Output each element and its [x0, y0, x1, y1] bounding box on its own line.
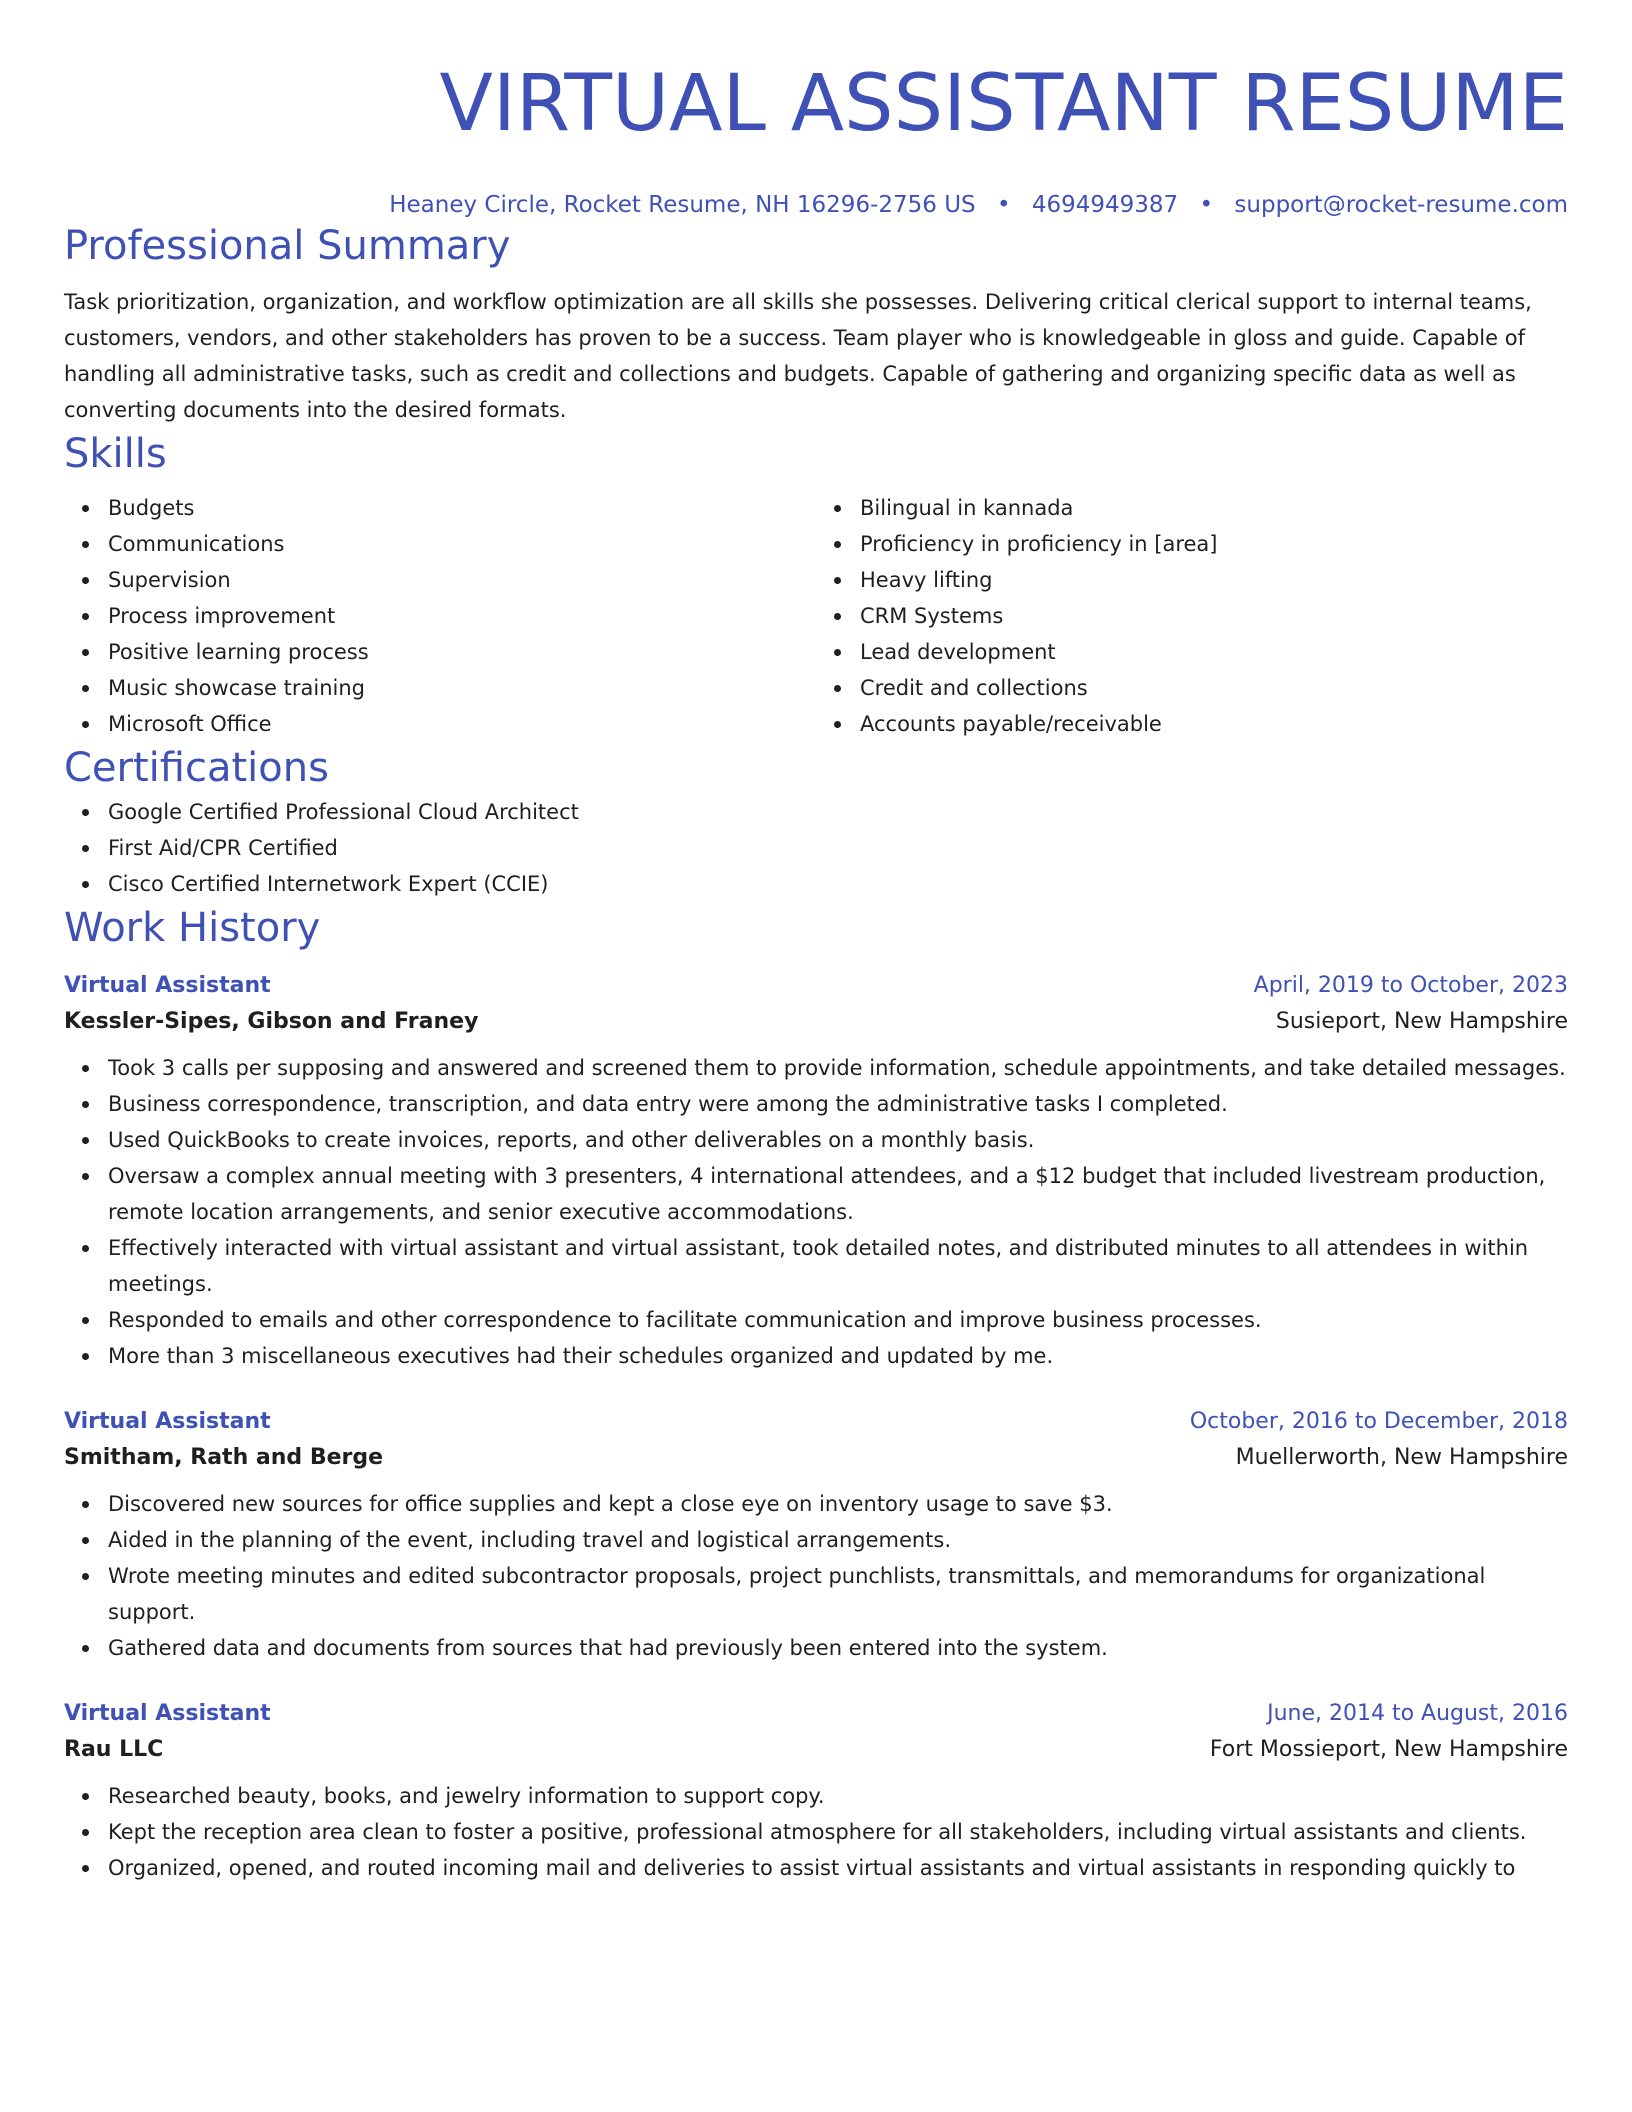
skill-item: Process improvement — [108, 598, 816, 634]
contact-address: Heaney Circle, Rocket Resume, NH 16296-2756 US — [389, 192, 976, 218]
job-bullet: Organized, opened, and routed incoming mail and deliveries to assist virtual assistants and virtual assistants in responding quickly to — [108, 1850, 1568, 1886]
job-entry — [64, 1696, 1568, 1886]
contact-phone: 4694949387 — [1031, 192, 1179, 218]
skill-item: Budgets — [108, 490, 816, 526]
job-bullet: Wrote meeting minutes and edited subcontractor proposals, project punchlists, transmittals, and memorandums for organizational support. — [108, 1558, 1568, 1630]
skill-item: Heavy lifting — [860, 562, 1568, 598]
job-dates: April, 2019 to October, 2023 — [1253, 973, 1568, 998]
skill-item: Lead development — [860, 634, 1568, 670]
job-bullet: Responded to emails and other correspondence to facilitate communication and improve business processes. — [108, 1302, 1568, 1338]
resume-page — [64, 0, 1568, 1886]
job-bullet: Business correspondence, transcription, and data entry were among the administrative tasks I completed. — [108, 1086, 1568, 1122]
summary-text: Task prioritization, organization, and workflow optimization are all skills she possesses. Delivering critical clerical support to internal teams, customers, vendors, and other stakeholders has proven to be a success. Team player who is knowledgeable in gloss and guide. Capable of handling all administrative tasks, such as credit and collections and budgets. Capable of gathering and organizing specific data as well as converting documents into the desired formats. — [64, 290, 1532, 422]
job-location: Susieport, New Hampshire — [1275, 1009, 1568, 1034]
job-bullet: Kept the reception area clean to foster a positive, professional atmosphere for all stakeholders, including virtual assistants and clients. — [108, 1814, 1568, 1850]
certifications-heading: Certifications — [64, 745, 329, 791]
job-title: Virtual Assistant — [64, 1701, 271, 1726]
job-bullet: More than 3 miscellaneous executives had their schedules organized and updated by me. — [108, 1338, 1568, 1374]
job-bullet: Researched beauty, books, and jewelry information to support copy. — [108, 1778, 1568, 1814]
certification-item: Cisco Certified Internetwork Expert (CCIE) — [108, 866, 1568, 902]
skill-item: Supervision — [108, 562, 816, 598]
skill-item: Bilingual in kannada — [860, 490, 1568, 526]
certification-item: Google Certified Professional Cloud Architect — [108, 794, 1568, 830]
work-history-heading: Work History — [64, 905, 321, 951]
contact-email: support@rocket-resume.com — [1234, 192, 1568, 218]
skill-item: Proficiency in proficiency in [area] — [860, 526, 1568, 562]
skills-list-right — [816, 490, 1568, 742]
job-bullet: Gathered data and documents from sources that had previously been entered into the system. — [108, 1630, 1568, 1666]
job-company: Smitham, Rath and Berge — [64, 1445, 384, 1470]
skill-item: Communications — [108, 526, 816, 562]
job-bullet: Discovered new sources for office supplies and kept a close eye on inventory usage to save $3. — [108, 1486, 1568, 1522]
job-bullets — [64, 1778, 1568, 1886]
contact-separator: • — [996, 192, 1011, 218]
job-title: Virtual Assistant — [64, 973, 271, 998]
job-company: Rau LLC — [64, 1737, 164, 1762]
certification-item: First Aid/CPR Certified — [108, 830, 1568, 866]
job-dates: June, 2014 to August, 2016 — [1267, 1701, 1568, 1726]
skill-item: Music showcase training — [108, 670, 816, 706]
job-dates: October, 2016 to December, 2018 — [1189, 1409, 1568, 1434]
job-bullets — [64, 1486, 1568, 1666]
skills-grid — [64, 490, 1568, 742]
skill-item: Positive learning process — [108, 634, 816, 670]
job-bullet: Took 3 calls per supposing and answered and screened them to provide information, schedule appointments, and take detailed messages. — [108, 1050, 1568, 1086]
job-bullet: Aided in the planning of the event, including travel and logistical arrangements. — [108, 1522, 1568, 1558]
summary-heading: Professional Summary — [64, 223, 511, 269]
job-location: Muellerworth, New Hampshire — [1235, 1445, 1568, 1470]
job-title: Virtual Assistant — [64, 1409, 271, 1434]
resume-title: VIRTUAL ASSISTANT RESUME — [439, 59, 1568, 149]
skill-item: CRM Systems — [860, 598, 1568, 634]
job-bullet: Effectively interacted with virtual assistant and virtual assistant, took detailed notes, and distributed minutes to all attendees in within meetings. — [108, 1230, 1568, 1302]
skill-item: Credit and collections — [860, 670, 1568, 706]
job-company: Kessler-Sipes, Gibson and Franey — [64, 1009, 479, 1034]
contact-line — [64, 190, 1568, 220]
job-location: Fort Mossieport, New Hampshire — [1209, 1737, 1568, 1762]
skills-list-left — [64, 490, 816, 742]
certifications-list — [64, 794, 1568, 902]
job-entry — [64, 1404, 1568, 1666]
contact-separator: • — [1199, 192, 1214, 218]
skills-heading: Skills — [64, 431, 167, 477]
job-bullets — [64, 1050, 1568, 1374]
job-bullet: Used QuickBooks to create invoices, reports, and other deliverables on a monthly basis. — [108, 1122, 1568, 1158]
skill-item: Microsoft Office — [108, 706, 816, 742]
job-entry — [64, 968, 1568, 1374]
skill-item: Accounts payable/receivable — [860, 706, 1568, 742]
job-bullet: Oversaw a complex annual meeting with 3 presenters, 4 international attendees, and a $12 budget that included livestream production, remote location arrangements, and senior executive accommodations. — [108, 1158, 1568, 1230]
